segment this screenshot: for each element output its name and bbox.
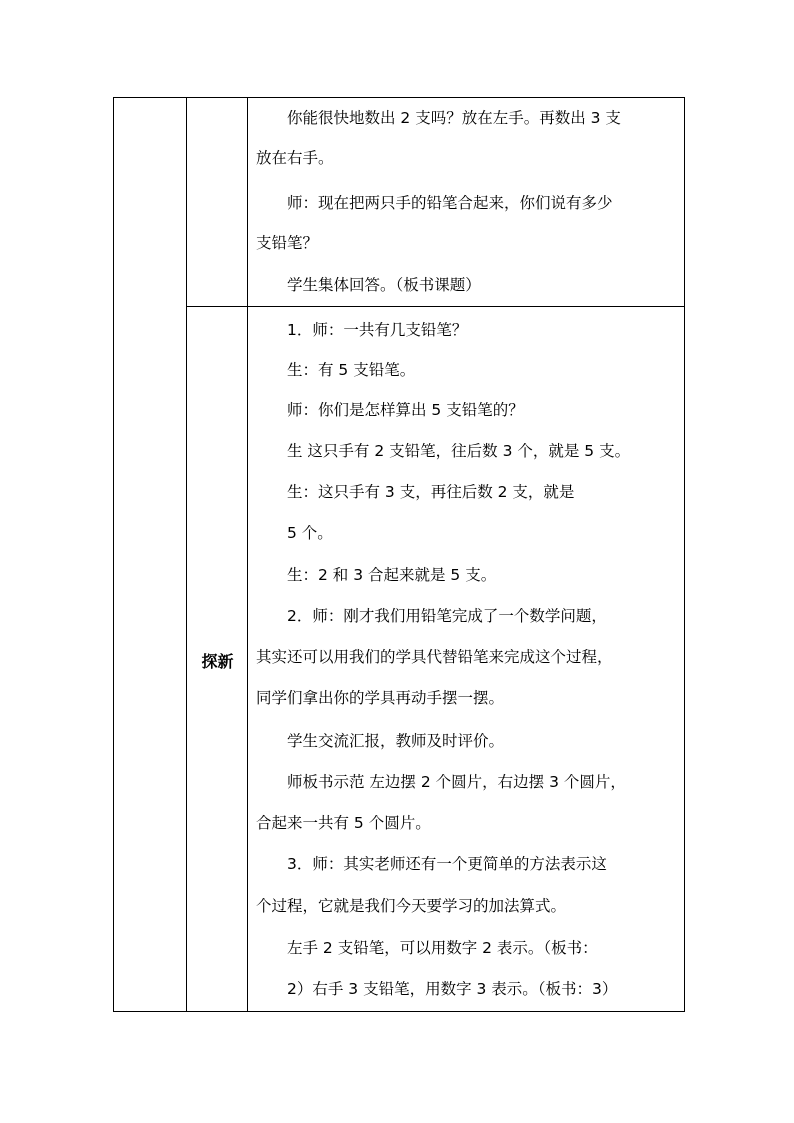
text-line: 师：现在把两只手的铅笔合起来，你们说有多少	[256, 194, 613, 212]
text-line: 学生交流汇报，教师及时评价。	[256, 732, 505, 750]
text-line: 1．师：一共有几支铅笔？	[256, 321, 468, 339]
text-line: 2．师：刚才我们用铅笔完成了一个数学问题，	[256, 607, 607, 625]
text-line: 左手 2 支铅笔，可以用数字 2 表示。（板书：	[256, 939, 598, 957]
text-line: 其实还可以用我们的学具代替铅笔来完成这个过程，	[256, 648, 613, 666]
column-divider-1	[186, 98, 187, 1011]
text-line: 生 这只手有 2 支铅笔，往后数 3 个，就是 5 支。	[256, 442, 631, 460]
row-label-explore: 探新	[201, 652, 234, 671]
text-line: 支铅笔？	[256, 234, 319, 252]
text-line: 3．师：其实老师还有一个更简单的方法表示这	[256, 855, 607, 873]
text-line: 合起来一共有 5 个圆片。	[256, 814, 431, 832]
text-line: 同学们拿出你的学具再动手摆一摆。	[256, 689, 505, 707]
lesson-plan-table	[113, 97, 685, 1012]
text-line: 生：这只手有 3 支，再往后数 2 支，就是	[256, 483, 575, 501]
text-line: 生：有 5 支铅笔。	[256, 361, 416, 379]
text-line: 师：你们是怎样算出 5 支铅笔的？	[256, 401, 524, 419]
text-line: 师板书示范 左边摆 2 个圆片，右边摆 3 个圆片，	[256, 773, 626, 791]
row-1-content	[248, 98, 684, 306]
row-2-content	[248, 307, 684, 1011]
text-line: 5 个。	[256, 524, 333, 542]
text-line: 放在右手。	[256, 149, 334, 167]
text-line: 你能很快地数出 2 支吗？放在左手。再数出 3 支	[256, 109, 621, 127]
text-line: 生：2 和 3 合起来就是 5 支。	[256, 566, 497, 584]
text-line: 2）右手 3 支铅笔，用数字 3 表示。（板书：3）	[256, 980, 618, 998]
text-line: 学生集体回答。（板书课题）	[256, 276, 481, 294]
text-line: 个过程，它就是我们今天要学习的加法算式。	[256, 897, 567, 915]
